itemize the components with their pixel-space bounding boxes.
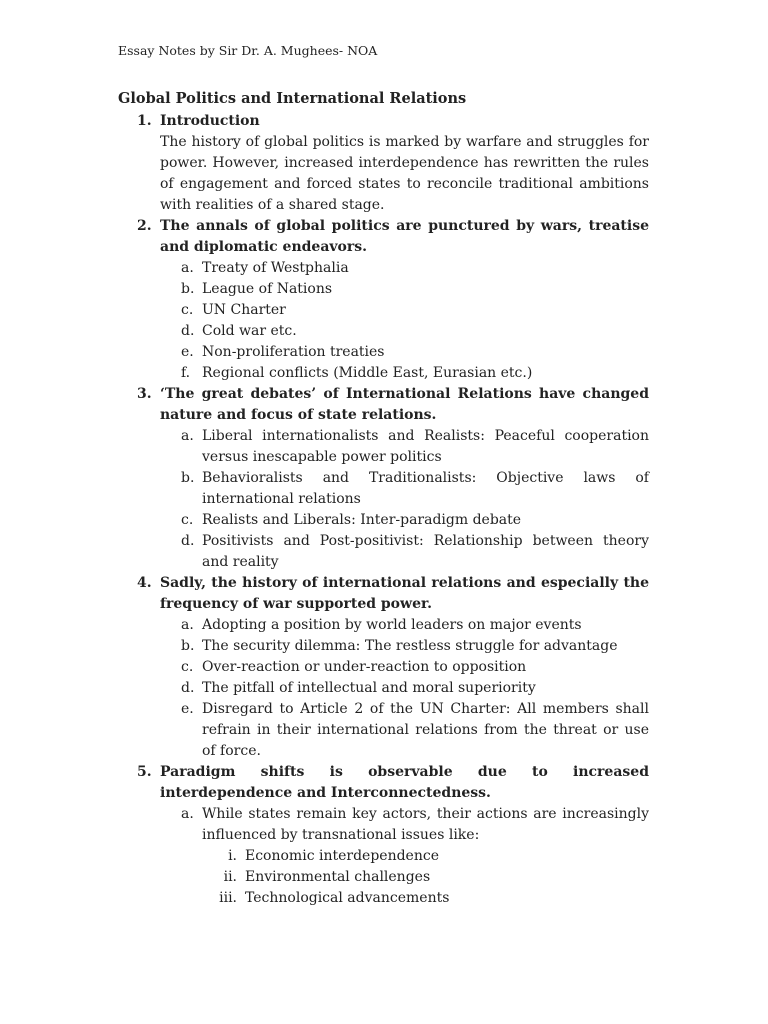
nested-list-item — [228, 846, 649, 867]
list-item-text: Cold war etc. — [202, 323, 297, 339]
section-number: 4. — [137, 575, 152, 591]
list-item-label: e. — [181, 701, 194, 717]
list-item — [181, 636, 649, 657]
section-heading: Sadly, the history of international relations and especially the frequency of war supported power. — [160, 575, 649, 612]
list-item — [181, 510, 649, 531]
list-item-text: Treaty of Westphalia — [202, 260, 349, 276]
section-introduction — [118, 111, 649, 216]
list-item-label: a. — [181, 428, 194, 444]
list-item-label: a. — [181, 617, 194, 633]
section-number: 5. — [137, 764, 152, 780]
nested-list-item — [219, 888, 649, 909]
list-item-text: League of Nations — [202, 281, 333, 297]
outline — [118, 111, 649, 909]
nested-list-item-label: i. — [228, 848, 237, 864]
list-item-text: The pitfall of intellectual and moral superiority — [202, 680, 536, 696]
section-heading: ‘The great debates’ of International Relations have changed nature and focus of state relations. — [160, 386, 649, 423]
section-paragraph: The history of global politics is marked by warfare and struggles for power. However, increased interdependence has rewritten the rules of engagement and forced states to reconcile traditional ambitions with realities of a shared stage. — [160, 134, 649, 213]
document-title: Global Politics and International Relations — [118, 90, 467, 107]
section-heading: Introduction — [160, 113, 260, 129]
list-item — [181, 363, 649, 384]
section-number: 3. — [137, 386, 152, 402]
list-item-text: UN Charter — [202, 302, 286, 318]
list-item-text: Regional conflicts (Middle East, Eurasian etc.) — [202, 365, 533, 381]
nested-list-item-text: Technological advancements — [245, 890, 450, 906]
list-item-text: While states remain key actors, their actions are increasingly influenced by transnational issues like: — [202, 806, 649, 843]
list-item-label: b. — [181, 638, 195, 654]
list-item — [181, 258, 649, 279]
list-item-text: Behavioralists and Traditionalists: Objective laws of international relations — [202, 470, 649, 507]
list-item-label: d. — [181, 323, 195, 339]
section-heading: Paradigm shifts is observable due to increased interdependence and Interconnectedness. — [160, 764, 649, 801]
list-item — [181, 615, 649, 636]
list-item-label: d. — [181, 680, 195, 696]
list-item — [181, 300, 649, 321]
list-item — [181, 342, 649, 363]
list-item-label: f. — [181, 365, 191, 381]
list-item-text: Over-reaction or under-reaction to opposition — [202, 659, 527, 675]
list-item — [181, 531, 649, 573]
nested-list-item-text: Environmental challenges — [245, 869, 431, 885]
list-item-text: The security dilemma: The restless struggle for advantage — [202, 638, 618, 654]
list-item-label: d. — [181, 533, 195, 549]
page-header: Essay Notes by Sir Dr. A. Mughees- NOA — [118, 43, 378, 58]
section-number: 1. — [137, 113, 152, 129]
list-item-text: Realists and Liberals: Inter-paradigm debate — [202, 512, 522, 528]
nested-list-item-text: Economic interdependence — [245, 848, 439, 864]
list-item — [181, 321, 649, 342]
list-item — [181, 426, 649, 468]
nested-list-item-label: iii. — [219, 890, 237, 906]
list-item — [181, 468, 649, 510]
section-annals — [118, 216, 649, 258]
list-item-text: Positivists and Post-positivist: Relationship between theory and reality — [202, 533, 649, 570]
section-paradigm-shifts — [118, 762, 649, 804]
list-item — [181, 279, 649, 300]
section-great-debates — [118, 384, 649, 426]
list-item-label: c. — [181, 512, 194, 528]
section-heading: The annals of global politics are punctured by wars, treatise and diplomatic endeavors. — [160, 218, 649, 255]
list-item-text: Disregard to Article 2 of the UN Charter: All members shall refrain in their international relations from the threat or use of force. — [202, 701, 649, 759]
nested-list-item-label: ii. — [223, 869, 237, 885]
list-item-label: b. — [181, 470, 195, 486]
list-item-text: Liberal internationalists and Realists: Peaceful cooperation versus inescapable power politics — [202, 428, 649, 465]
section-number: 2. — [137, 218, 152, 234]
list-item — [181, 678, 649, 699]
list-item-label: a. — [181, 260, 194, 276]
nested-list-item — [223, 867, 649, 888]
list-item — [181, 657, 649, 678]
list-item-label: a. — [181, 806, 194, 822]
list-item-text: Non-proliferation treaties — [202, 344, 385, 360]
list-item-text: Adopting a position by world leaders on major events — [202, 617, 582, 633]
list-item-label: b. — [181, 281, 195, 297]
list-item — [181, 804, 649, 846]
section-history-of-war — [118, 573, 649, 615]
list-item-label: c. — [181, 302, 194, 318]
list-item-label: c. — [181, 659, 194, 675]
list-item — [181, 699, 649, 762]
list-item-label: e. — [181, 344, 194, 360]
